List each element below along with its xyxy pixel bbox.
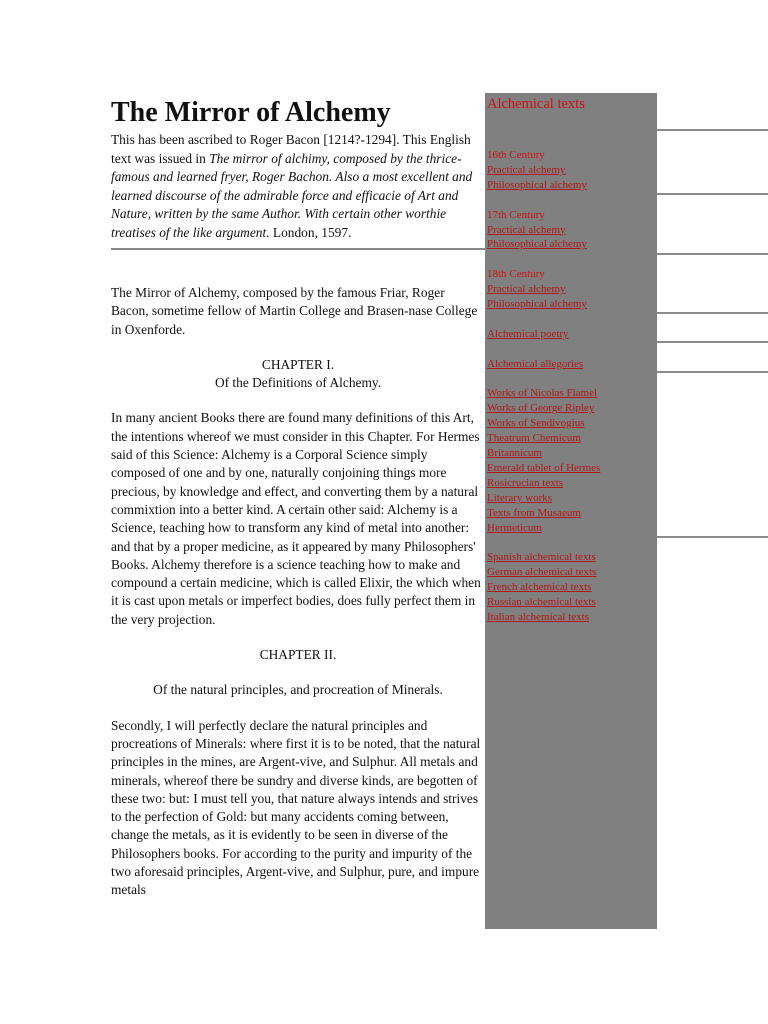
divider-line <box>657 312 768 314</box>
intro-book-title: The mirror of alchimy, composed by the thrice-famous and learned fryer, Roger Bachon. Also a most excellent and learned discourse of the admirable force and efficacie of Art and Nature, written by the same Author. With certain other worthie treatises of the like argument. <box>111 150 473 240</box>
sidebar-link-theatrum-line1[interactable]: Theatrum Chemicum <box>487 432 581 445</box>
sidebar-link-sendivogius[interactable]: Works of Sendivogius <box>487 417 585 430</box>
divider-line <box>657 129 768 131</box>
intro-paragraph <box>111 131 485 250</box>
sidebar-link-italian[interactable]: Italian alchemical texts <box>487 611 590 623</box>
intro-place-date: London, 1597. <box>269 224 352 240</box>
chapter1-subheading: Of the Definitions of Alchemy. <box>214 375 382 391</box>
chapter1-text: In many ancient Books there are found many definitions of this Art, the intentions whereof we must consider in this Chapter. For Hermes said of this Science: Alchemy is a Corporal Science simply composed of one and by one, naturally conjoining things more precious, by knowledge and effect, and converting them by a natural commixtion into a better kind. A certain other said: Alchemy is a Science, teaching how to transform any kind of metal into another: and that by a proper medicine, as it appeared by many Philosophers' Books. Alchemy therefore is a science teaching how to make and compound a certain medicine, which is called Elixir, the which when it is cast upon metals or imperfect bodies, does fully perfect them in the very projection. <box>111 410 481 627</box>
sidebar-link-theatrum-line2[interactable]: Britannicum <box>487 447 542 460</box>
sidebar <box>485 93 657 929</box>
sidebar-link-18th-philosophical[interactable]: Philosophical alchemy <box>487 298 587 311</box>
sidebar-heading-18th-century: 18th Century <box>487 268 545 281</box>
sidebar-link-musaeum-line2[interactable]: Hermeticum <box>487 521 542 534</box>
sidebar-link-17th-philosophical[interactable]: Philosophical alchemy <box>487 238 587 251</box>
sidebar-heading-16th-century: 16th Century <box>487 149 545 161</box>
page-title: The Mirror of Alchemy <box>111 97 391 128</box>
chapter1-heading: CHAPTER I. <box>261 356 335 372</box>
sidebar-link-17th-practical[interactable]: Practical alchemy <box>487 223 566 236</box>
sidebar-link-rosicrucian[interactable]: Rosicrucian texts <box>487 476 564 489</box>
chapter2-text: Secondly, I will perfectly declare the natural principles and procreations of Minerals: where first it is to be noted, that the natural principles in the mines, are Argent-vive, and Sulphur. All metals and minerals, whereof there be sundry and diverse kinds, are begotten of these two: but: I must tell you, that nature always intends and strives to the perfection of Gold: but many accidents coming between, change the metals, as it is evidently to be seen in diverse of the Philosophers books. For according to the purity and impurity of the two aforesaid principles, Argent-vive, and Sulphur, pure, and impure metals <box>111 717 481 898</box>
sidebar-links <box>487 148 657 625</box>
chapter2-subheading: Of the natural principles, and procreation of Minerals. <box>153 682 443 698</box>
sidebar-link-german[interactable]: German alchemical texts <box>487 566 597 579</box>
sidebar-link-18th-practical[interactable]: Practical alchemy <box>487 283 566 296</box>
sidebar-link-allegories[interactable]: Alchemical allegories <box>487 357 584 370</box>
divider-line <box>657 341 768 343</box>
body-text <box>111 250 485 900</box>
divider-line <box>657 253 768 255</box>
sidebar-link-16th-practical[interactable]: Practical alchemy <box>487 163 566 176</box>
intro-text: This has been ascribed to Roger Bacon [1214?-1294]. This English text was issued in <box>111 132 471 166</box>
sidebar-link-russian[interactable]: Russian alchemical texts <box>487 596 596 609</box>
sidebar-link-16th-philosophical[interactable]: Philosophical alchemy <box>487 178 587 191</box>
sidebar-link-flamel[interactable]: Works of Nicolas Flamel <box>487 387 598 400</box>
sidebar-link-literary[interactable]: Literary works <box>487 491 553 504</box>
sidebar-link-emerald-tablet[interactable]: Emerald tablet of Hermes <box>487 461 601 474</box>
divider-line <box>657 193 768 195</box>
sidebar-link-french[interactable]: French alchemical texts <box>487 581 592 594</box>
divider-line <box>657 536 768 538</box>
divider-line <box>657 371 768 373</box>
sidebar-link-musaeum-line1[interactable]: Texts from Musaeum <box>487 506 581 519</box>
sidebar-title: Alchemical texts <box>487 96 585 112</box>
sidebar-link-spanish[interactable]: Spanish alchemical texts <box>487 551 596 564</box>
sidebar-link-ripley[interactable]: Works of George Ripley <box>487 402 595 415</box>
main-content <box>111 95 485 900</box>
chapter2-heading: CHAPTER II. <box>259 647 337 663</box>
opening-paragraph: The Mirror of Alchemy, composed by the famous Friar, Roger Bacon, sometime fellow of Martin College and Brasen-nase College in Oxenforde. <box>111 285 478 337</box>
sidebar-link-poetry[interactable]: Alchemical poetry <box>487 327 569 340</box>
sidebar-heading-17th-century: 17th Century <box>487 208 545 221</box>
